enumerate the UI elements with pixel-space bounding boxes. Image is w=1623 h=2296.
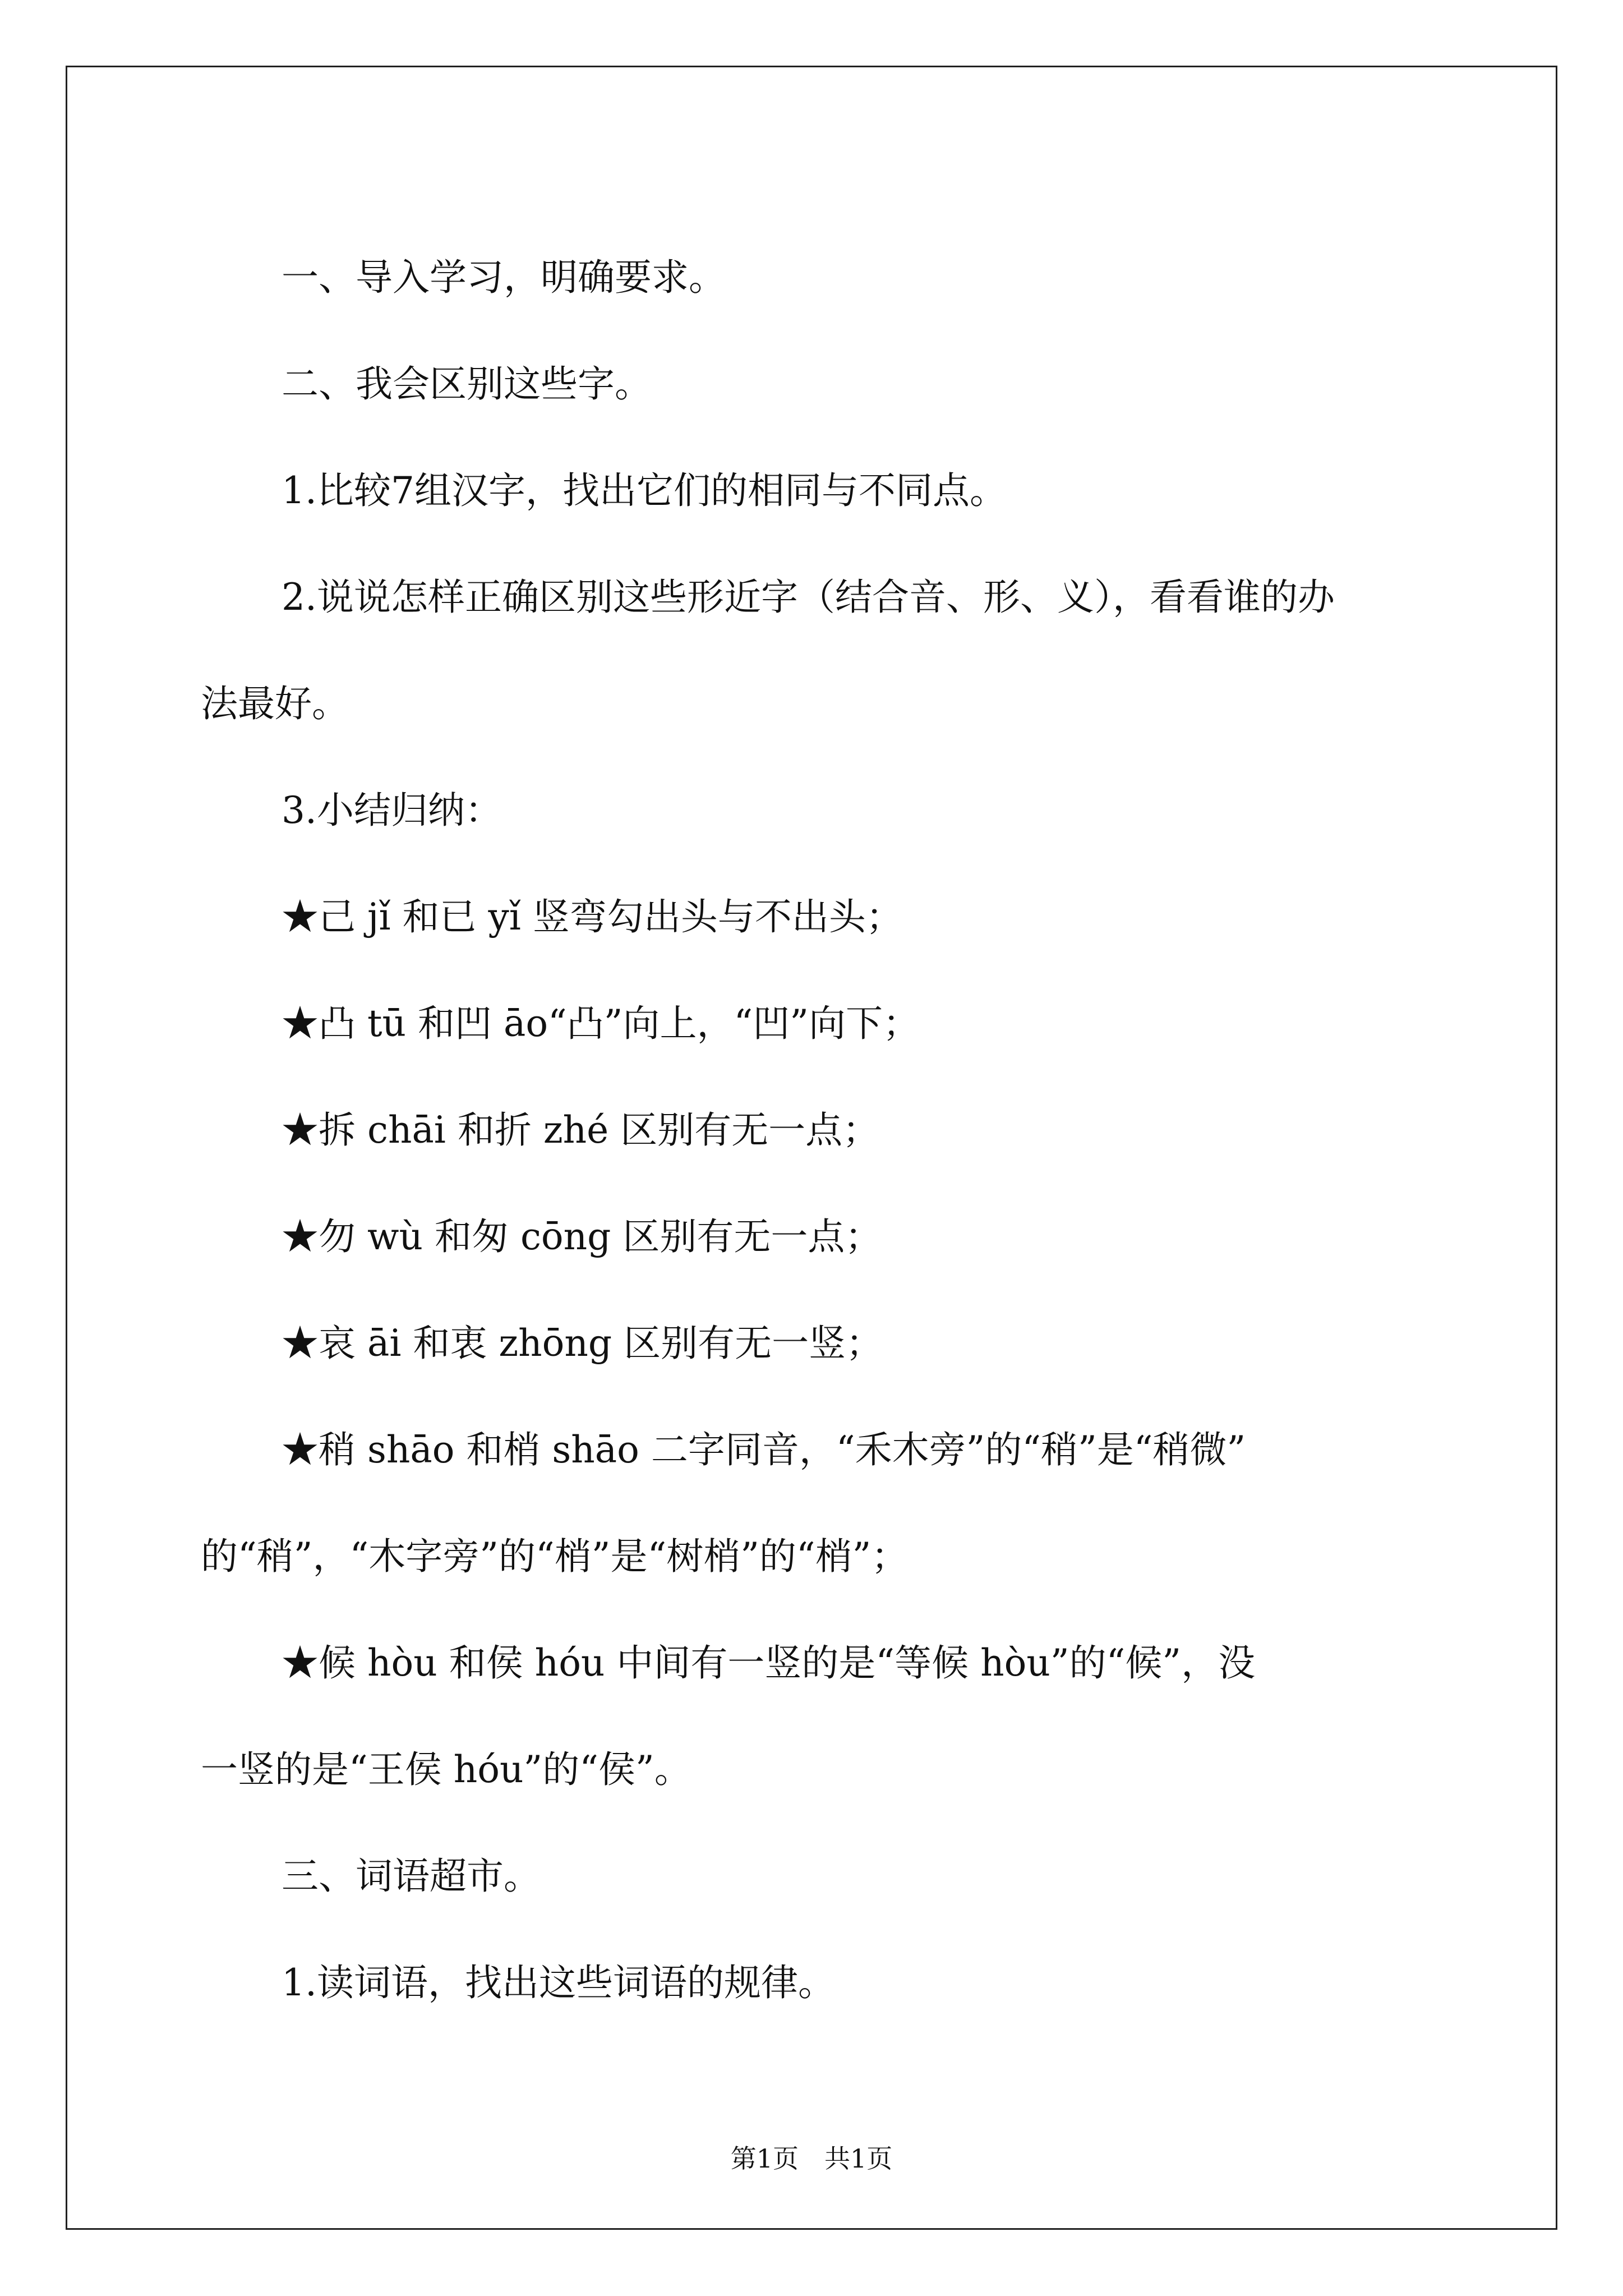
text-line: ★拆 chāi 和折 zhé 区别有无一点； <box>282 1108 880 1152</box>
text-line: ★己 jǐ 和已 yǐ 竖弯勾出头与不出头； <box>282 895 903 938</box>
page-footer: 第1页 共1页 <box>730 2143 893 2174</box>
text-line: ★凸 tū 和凹 āo“凸”向上，“凹”向下； <box>282 1002 920 1045</box>
text-line: ★哀 āi 和衷 zhōng 区别有无一竖； <box>282 1322 883 1365</box>
text-line: 一、导入学习，明确要求。 <box>282 256 726 299</box>
text-line: 1.读词语，找出这些词语的规律。 <box>282 1961 835 2004</box>
text-line: 的“稍”，“木字旁”的“梢”是“树梢”的“梢”； <box>201 1535 909 1578</box>
text-line: ★候 hòu 和侯 hóu 中间有一竖的是“等候 hòu”的“候”，没 <box>282 1641 1256 1685</box>
text-line: 法最好。 <box>201 682 349 725</box>
text-line: ★稍 shāo 和梢 shāo 二字同音，“禾木旁”的“稍”是“稍微” <box>282 1428 1246 1471</box>
text-line: 2.说说怎样正确区别这些形近字（结合音、形、义），看看谁的办 <box>282 576 1335 619</box>
document-body <box>201 224 1435 2036</box>
text-line: 三、词语超市。 <box>282 1855 541 1898</box>
text-line: 一竖的是“王侯 hóu”的“侯”。 <box>201 1748 691 1791</box>
text-line: 3.小结归纳： <box>282 789 502 832</box>
text-line: 1.比较7组汉字，找出它们的相同与不同点。 <box>282 469 1007 512</box>
text-line: 二、我会区别这些字。 <box>282 362 652 406</box>
text-line: ★勿 wù 和匆 cōng 区别有无一点； <box>282 1215 882 1258</box>
